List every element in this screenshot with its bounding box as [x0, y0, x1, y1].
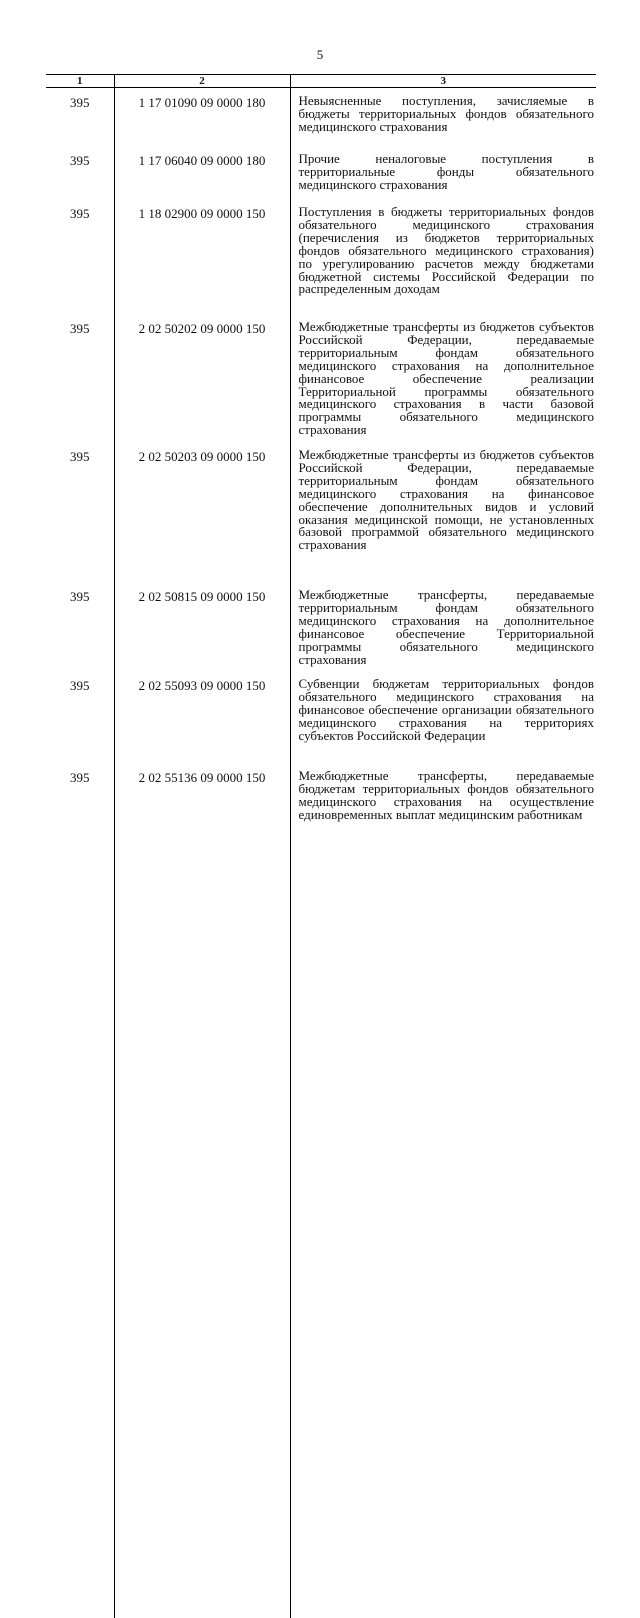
revenue-name-cell — [290, 88, 596, 154]
kbk-code-cell: 1 17 01090 09 0000 180 — [114, 88, 290, 154]
kbk-code-cell: 1 17 06040 09 0000 180 — [114, 153, 290, 206]
revenue-name-text: Невыясненные поступления, зачисляемые в бюджеты территориальных фондов обязательного медицинского страхования — [298, 93, 594, 134]
revenue-name-cell — [290, 678, 596, 770]
kbk-code-cell: 2 02 55136 09 0000 150 — [114, 770, 290, 1618]
admin-code-cell: 395 — [70, 95, 90, 110]
admin-code-cell: 395 — [70, 449, 90, 464]
revenue-name-text: Субвенции бюджетам территориальных фондов обязательного медицинского страхования на финансовое обеспечение организации обязательного медицинского страхования на территориях субъектов Российской Федерации — [298, 676, 594, 743]
column-header-1: 1 — [46, 75, 114, 88]
page-number: 5 — [316, 47, 324, 62]
table-row — [46, 770, 596, 1618]
admin-code-cell: 395 — [70, 589, 90, 604]
revenue-name-cell — [290, 589, 596, 678]
table-header-row — [46, 75, 596, 88]
admin-code-cell: 395 — [70, 206, 90, 221]
kbk-code-cell: 2 02 50815 09 0000 150 — [114, 589, 290, 678]
revenue-name-text: Межбюджетные трансферты, передаваемые территориальным фондам обязательного медицинского страхования на дополнительное финансовое обеспечение Территориальной программы обязательного медицинского страхования — [298, 587, 594, 667]
table-row — [46, 449, 596, 589]
table-row — [46, 589, 596, 678]
kbk-code-cell: 2 02 55093 09 0000 150 — [114, 678, 290, 770]
revenue-name-cell — [290, 153, 596, 206]
admin-code-cell: 395 — [70, 321, 90, 336]
revenue-name-cell — [290, 321, 596, 449]
table-row — [46, 206, 596, 321]
table-row — [46, 678, 596, 770]
revenue-name-cell — [290, 206, 596, 321]
column-header-3: 3 — [290, 75, 596, 88]
revenue-name-text: Межбюджетные трансферты, передаваемые бюджетам территориальных фондов обязательного медицинского страхования на осуществление единовременных выплат медицинским работникам — [298, 768, 594, 822]
revenue-name-text: Поступления в бюджеты территориальных фондов обязательного медицинского страхования (перечисления из бюджетов территориальных фондов обязательного медицинского страхования) по урегулированию расчетов между бюджетами бюджетной системы Российской Федерации по распределенным доходам — [298, 204, 594, 297]
kbk-code-cell: 2 02 50202 09 0000 150 — [114, 321, 290, 449]
admin-code-cell: 395 — [70, 678, 90, 693]
admin-code-cell: 395 — [70, 770, 90, 785]
kbk-code-cell: 2 02 50203 09 0000 150 — [114, 449, 290, 589]
admin-code-cell: 395 — [70, 153, 90, 168]
kbk-code-cell: 1 18 02900 09 0000 150 — [114, 206, 290, 321]
revenue-name-text: Межбюджетные трансферты из бюджетов субъектов Российской Федерации, передаваемые территориальным фондам обязательного медицинского страхования на дополнительное финансовое обеспечение реализации Территориальной программы обязательного медицинского страхования в части базовой программы обязательного медицинского страхования — [298, 319, 594, 438]
revenue-name-text: Прочие неналоговые поступления в территориальные фонды обязательного медицинского страхования — [298, 151, 594, 192]
column-header-2: 2 — [114, 75, 290, 88]
table-row — [46, 88, 596, 154]
revenue-name-cell — [290, 449, 596, 589]
table-row — [46, 153, 596, 206]
revenue-name-cell — [290, 770, 596, 1618]
table-row — [46, 321, 596, 449]
revenue-name-text: Межбюджетные трансферты из бюджетов субъектов Российской Федерации, передаваемые территориальным фондам обязательного медицинского страхования на финансовое обеспечение дополнительных видов и условий оказания медицинской помощи, не установленных базовой программой обязательного медицинского страхования — [298, 447, 594, 553]
revenue-codes-table — [46, 74, 596, 1618]
